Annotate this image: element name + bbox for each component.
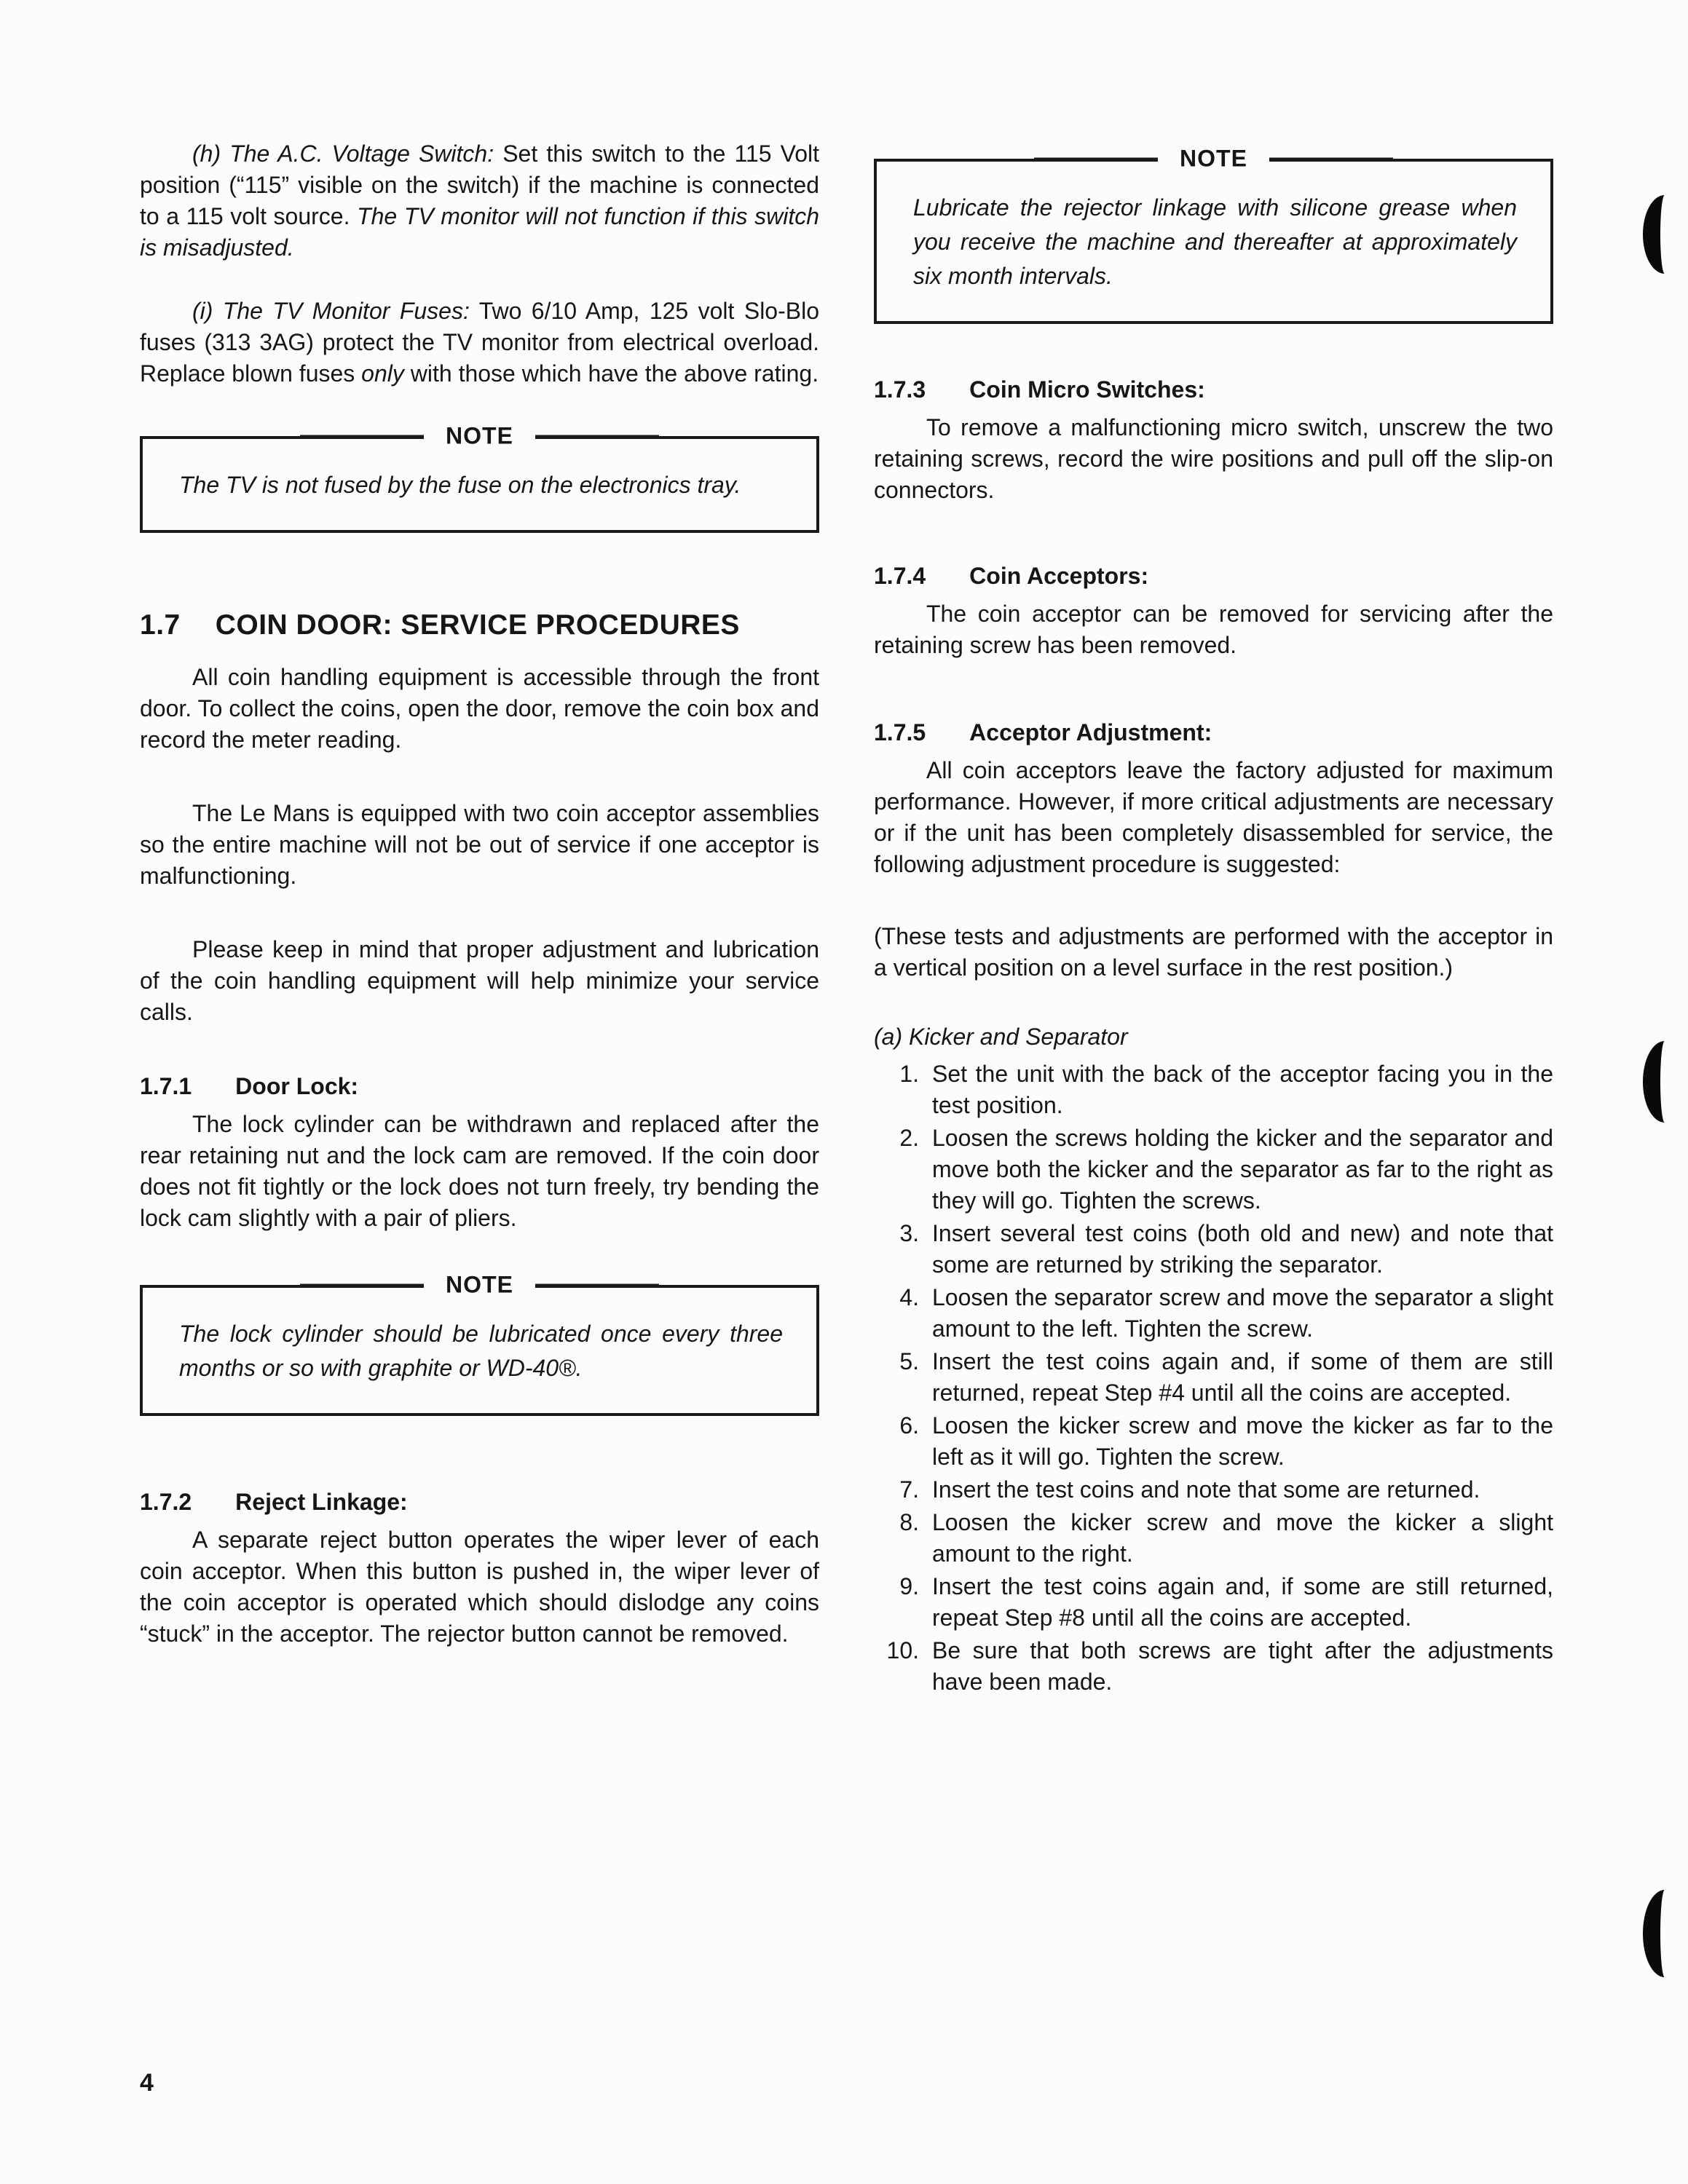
- step-text: Insert the test coins and note that some are returned.: [932, 1476, 1480, 1503]
- step-number: 1.: [899, 1061, 919, 1087]
- note-title: NOTE: [424, 1272, 535, 1299]
- note-legend: [877, 146, 1550, 173]
- section-heading-1-7-2: [140, 1489, 819, 1516]
- note-box-rejector-linkage: [874, 145, 1553, 324]
- step-number: 9.: [899, 1573, 919, 1599]
- paragraph: The Le Mans is equipped with two coin acceptor assemblies so the entire machine will not be out of service if one acceptor is malfunctioning.: [140, 800, 819, 889]
- note-body: The lock cylinder should be lubricated once every three months or so with graphite or WD-40®.: [179, 1321, 783, 1381]
- note-body: Lubricate the rejector linkage with silicone grease when you receive the machine and thereafter at approximately six month intervals.: [913, 194, 1517, 289]
- step-item: [874, 1571, 1553, 1634]
- paragraph: The lock cylinder can be withdrawn and replaced after the rear retaining nut and the lock cam are removed. If the coin door does not fit tightly or the lock does not turn freely, try bending the lock cam slightly with a pair of pliers.: [140, 1111, 819, 1231]
- kicker-steps-list: [874, 1059, 1553, 1698]
- step-item: [874, 1218, 1553, 1281]
- paragraph: A separate reject button operates the wiper lever of each coin acceptor. When this button is pushed in, the wiper lever of the coin acceptor is operated which should dislodge any coins “stuck” in the acceptor. The rejector button cannot be removed.: [140, 1527, 819, 1647]
- note-box-lock-cylinder: [140, 1271, 819, 1416]
- step-text: Insert the test coins again and, if some are still returned, repeat Step #8 until all the coins are accepted.: [932, 1573, 1553, 1631]
- scan-artifact-mark: [1643, 1041, 1687, 1123]
- step-text: Be sure that both screws are tight after the adjustments have been made.: [932, 1637, 1553, 1695]
- section-number: 1.7.5: [874, 719, 926, 745]
- step-number: 3.: [899, 1220, 919, 1246]
- section-number: 1.7.4: [874, 563, 926, 589]
- section-title: Reject Linkage:: [235, 1489, 408, 1515]
- note-legend: [143, 1272, 816, 1299]
- step-item: [874, 1346, 1553, 1409]
- section-heading-1-7-1: [140, 1073, 819, 1100]
- step-item: [874, 1410, 1553, 1473]
- note-body: The TV is not fused by the fuse on the electronics tray.: [179, 472, 741, 498]
- step-text: Insert the test coins again and, if some of them are still returned, repeat Step #4 until all the coins are accepted.: [932, 1348, 1553, 1406]
- step-item: [874, 1474, 1553, 1506]
- section-number: 1.7: [140, 609, 181, 641]
- section-number: 1.7.3: [874, 376, 926, 403]
- note-legend: [143, 423, 816, 450]
- section-title: Coin Acceptors:: [969, 563, 1149, 589]
- legend-rule-left: [300, 435, 424, 438]
- paragraph-lead-italic: (h) The A.C. Voltage Switch:: [192, 141, 494, 167]
- step-text: Loosen the kicker screw and move the kicker as far to the left as it will go. Tighten the screw.: [932, 1412, 1553, 1470]
- paragraph-text: Two 6/10 Amp, 125 volt Slo-Blo fuses (313 3AG) protect the TV monitor from electrical overload. Replace blown fuses: [140, 298, 820, 387]
- step-item: [874, 1507, 1553, 1570]
- step-text: Set the unit with the back of the acceptor facing you in the test position.: [932, 1061, 1553, 1118]
- section-number: 1.7.2: [140, 1489, 192, 1515]
- scan-artifact-mark: [1643, 195, 1687, 274]
- section-title: COIN DOOR: SERVICE PROCEDURES: [215, 609, 740, 641]
- step-text: Loosen the kicker screw and move the kicker a slight amount to the right.: [932, 1509, 1553, 1567]
- step-text: Loosen the separator screw and move the separator a slight amount to the left. Tighten the screw.: [932, 1284, 1553, 1342]
- section-heading-1-7: [140, 609, 819, 641]
- step-text: Loosen the screws holding the kicker and the separator and move both the kicker and the separator as far to the right as they will go. Tighten the screws.: [932, 1125, 1553, 1214]
- note-title: NOTE: [424, 423, 535, 450]
- paragraph: The coin acceptor can be removed for servicing after the retaining screw has been removed.: [874, 601, 1553, 658]
- legend-rule-right: [535, 435, 659, 438]
- page-number: 4: [140, 2069, 154, 2097]
- paragraph-lead-italic: (i) The TV Monitor Fuses:: [192, 298, 470, 324]
- step-number: 10.: [886, 1637, 919, 1663]
- section-title: Door Lock:: [235, 1073, 359, 1099]
- kicker-separator-heading: (a) Kicker and Separator: [874, 1024, 1128, 1050]
- paragraph-tail-italic: The TV monitor will not function if this switch is misadjusted.: [140, 203, 820, 261]
- left-column: [140, 138, 819, 1699]
- step-number: 4.: [899, 1284, 919, 1310]
- section-title: Acceptor Adjustment:: [969, 719, 1212, 745]
- step-item: [874, 1635, 1553, 1698]
- step-number: 7.: [899, 1476, 919, 1503]
- paragraph-ac-voltage-switch: [140, 138, 819, 264]
- paragraph-parenthetical: (These tests and adjustments are performed with the acceptor in a vertical position on a level surface in the rest position.): [874, 923, 1553, 981]
- paragraph-text: Set this switch to the 115 Volt position (“115” visible on the switch) if the machine is connected to a 115 volt source.: [140, 141, 820, 229]
- paragraph: All coin handling equipment is accessible through the front door. To collect the coins, open the door, remove the coin box and record the meter reading.: [140, 664, 819, 753]
- legend-rule-right: [1269, 157, 1393, 160]
- step-number: 8.: [899, 1509, 919, 1535]
- note-title: NOTE: [1158, 146, 1269, 173]
- section-number: 1.7.1: [140, 1073, 192, 1099]
- legend-rule-right: [535, 1283, 659, 1286]
- paragraph-tv-monitor-fuses: [140, 296, 819, 389]
- step-item: [874, 1282, 1553, 1345]
- section-heading-1-7-5: [874, 719, 1553, 746]
- step-number: 5.: [899, 1348, 919, 1374]
- step-item: [874, 1123, 1553, 1216]
- paragraph-text: with those which have the above rating.: [403, 360, 819, 387]
- paragraph: Please keep in mind that proper adjustment and lubrication of the coin handling equipment will help minimize your service calls.: [140, 936, 819, 1025]
- section-title: Coin Micro Switches:: [969, 376, 1205, 403]
- paragraph: To remove a malfunctioning micro switch, unscrew the two retaining screws, record the wire positions and pull off the slip-on connectors.: [874, 414, 1553, 503]
- section-heading-1-7-4: [874, 563, 1553, 590]
- legend-rule-left: [300, 1283, 424, 1286]
- step-text: Insert several test coins (both old and new) and note that some are returned by striking the separator.: [932, 1220, 1553, 1278]
- step-item: [874, 1059, 1553, 1121]
- legend-rule-left: [1034, 157, 1158, 160]
- step-number: 2.: [899, 1125, 919, 1151]
- scan-artifact-mark: [1643, 1890, 1687, 1977]
- right-column: [874, 138, 1553, 1699]
- step-number: 6.: [899, 1412, 919, 1439]
- paragraph: All coin acceptors leave the factory adjusted for maximum performance. However, if more critical adjustments are necessary or if the unit has been completely disassembled for service, the following adjustment procedure is suggested:: [874, 757, 1553, 877]
- paragraph-emphasis: only: [361, 360, 404, 387]
- section-heading-1-7-3: [874, 376, 1553, 403]
- note-box-tv-fuse: [140, 422, 819, 533]
